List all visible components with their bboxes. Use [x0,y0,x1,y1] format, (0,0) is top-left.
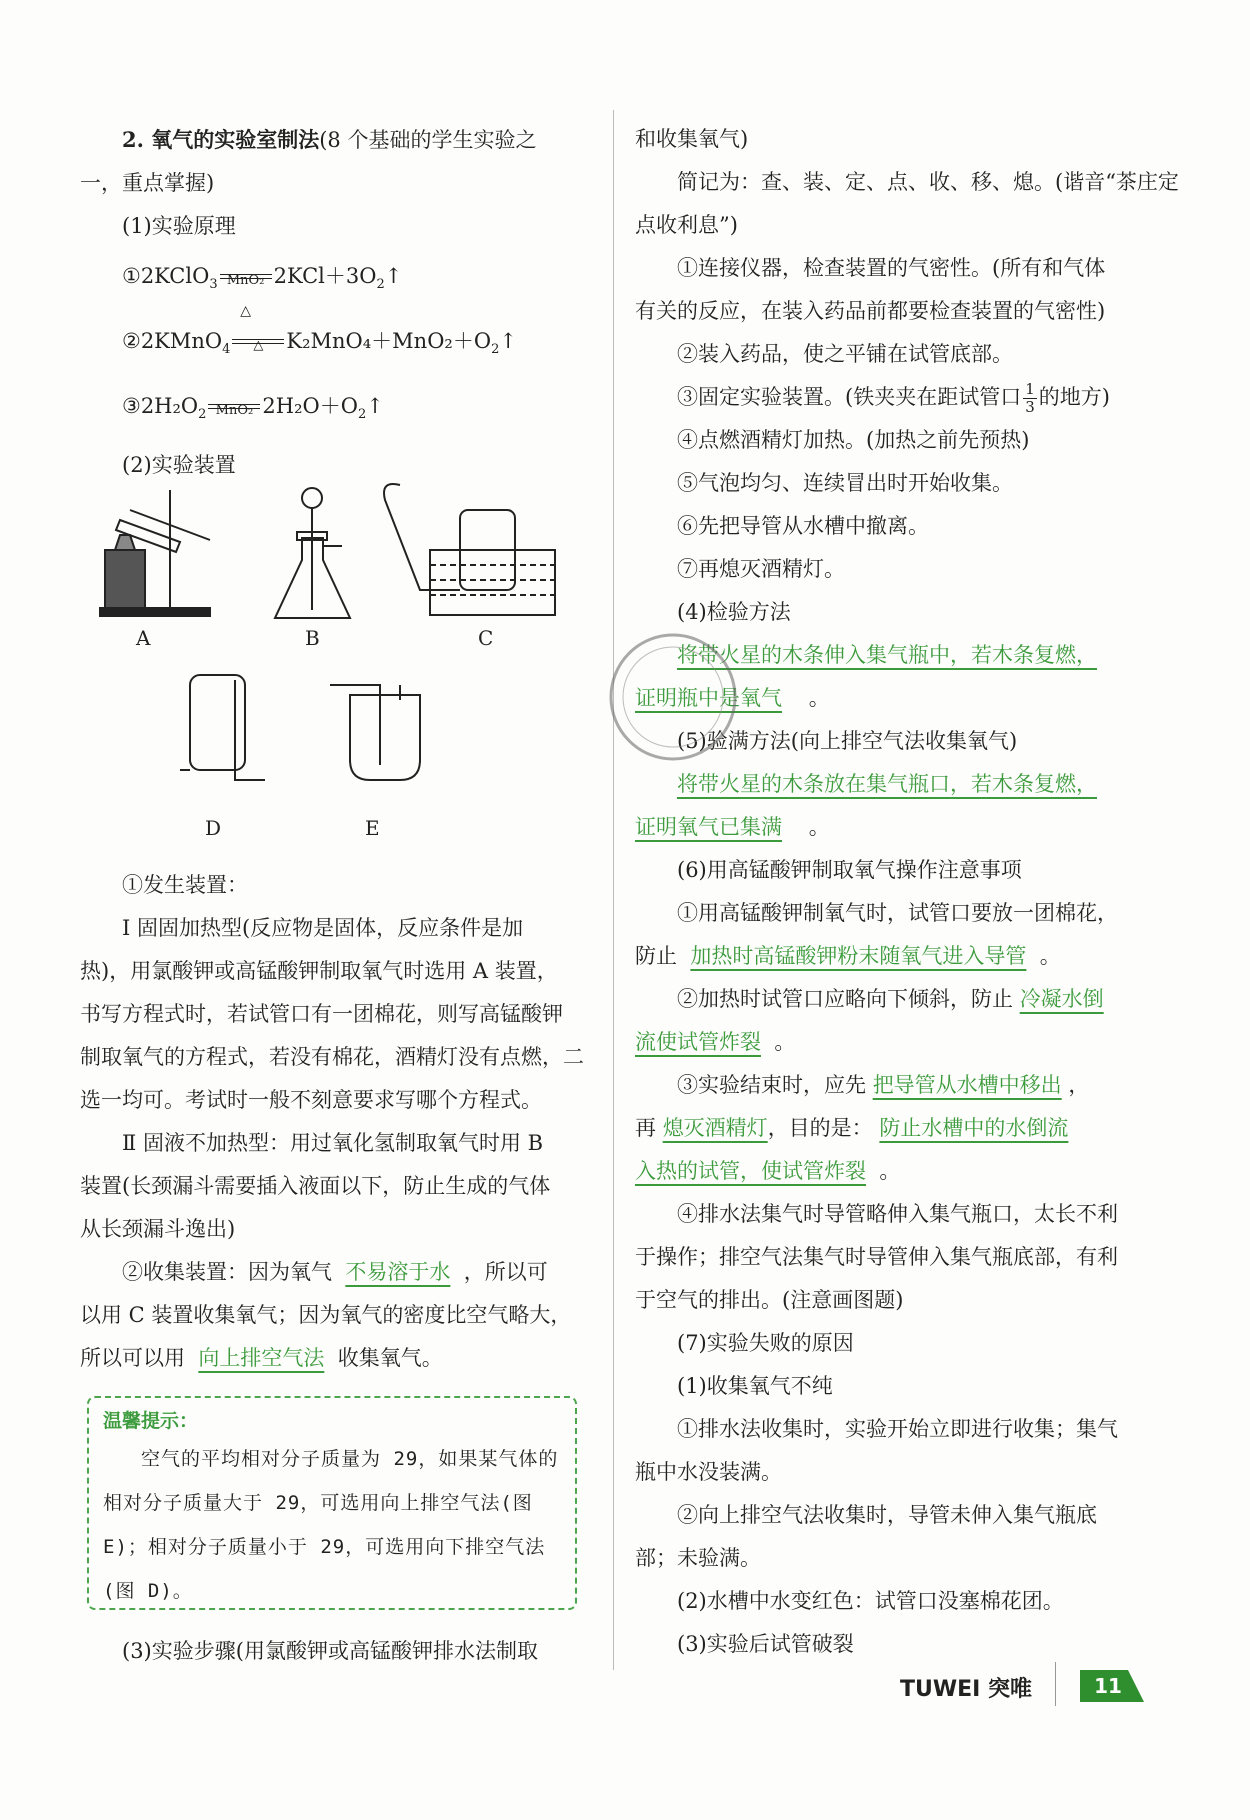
answer-blank: 不易溶于水 [345,1260,451,1284]
subheading-full: (5)验满方法(向上排空气法收集氧气) [677,729,1018,753]
footer-divider [1055,1662,1056,1706]
note-3: ③实验结束时，应先 把导管从水槽中移出 ， [677,1073,1090,1097]
right-column [635,118,1179,1666]
step-4: ④点燃酒精灯加热。(加热之前先预热) [677,428,1030,452]
subheading-steps: (3)实验步骤(用氯酸钾或高锰酸钾排水法制取 [122,1639,538,1663]
text-line: 书写方程式时，若试管口有一团棉花，则写高锰酸钾 [80,1002,563,1026]
failure-1b: ②向上排空气法收集时，导管未伸入集气瓶底 [677,1503,1097,1527]
text-line: 点收利息”) [635,213,738,237]
equation-3: $③2H_2O_2$ MnO₂ $2H_2O+O_2↑$ [122,394,384,423]
note-4-cont: 于操作；排空气法集气时导管伸入集气瓶底部，有利 [635,1245,1118,1269]
text-line: 制取氧气的方程式，若没有棉花，酒精灯没有点燃，二 [80,1045,584,1069]
step-1: ①连接仪器，检查装置的气密性。(所有和气体 [677,256,1106,280]
failure-2: (2)水槽中水变红色：试管口没塞棉花团。 [677,1589,1064,1613]
generator-heading: ①发生装置： [122,873,248,897]
text-line: 从长颈漏斗逸出) [80,1217,236,1241]
text-line: 和收集氧气) [635,127,749,151]
failure-3: (3)实验后试管破裂 [677,1632,854,1656]
heading-cont: 一，重点掌握) [80,171,215,195]
equation-2: ②2KMnO$_4$ △ $K_2MnO_4+MnO_2+O_2↑$ [122,329,517,358]
tip-body: 空气的平均相对分子质量为 29，如果某气体的相对分子质量大于 29，可选用向上排空气法(图 E)；相对分子质量小于 29，可选用向下排空气法(图 D)。 [103,1448,559,1602]
note-3-cont: 再 熄灭酒精灯，目的是： 防止水槽中的水倒流 [635,1116,1069,1140]
label-d: D [205,816,222,840]
label-a: A [136,626,151,650]
full-answer-1: 将带火星的木条放在集气瓶口，若木条复燃， [677,772,1097,796]
note-1-cont: 防止 加热时高锰酸钾粉末随氧气进入导管 。 [635,944,1061,968]
subheading-notes: (6)用高锰酸钾制取氧气操作注意事项 [677,858,1022,882]
text-line: Ⅱ 固液不加热型：用过氧化氢制取氧气时用 B [122,1131,544,1155]
failure-1: (1)收集氧气不纯 [677,1374,833,1398]
note-4: ④排水法集气时导管略伸入集气瓶口，太长不利 [677,1202,1118,1226]
step-2: ②装入药品，使之平铺在试管底部。 [677,342,1013,366]
collect-line-1: ②收集装置：因为氧气 不易溶于水 ，所以可 [122,1260,548,1284]
answer-blank: 向上排空气法 [198,1346,325,1370]
subheading-test: (4)检验方法 [677,600,791,624]
label-c: C [478,626,494,650]
column-divider [613,110,614,1670]
note-2: ②加热时试管口应略向下倾斜，防止 冷凝水倒 [677,987,1104,1011]
tip-box [87,1396,577,1610]
subheading-principle: (1)实验原理 [122,214,236,238]
label-b: B [305,626,320,650]
left-column-lower [80,864,590,1380]
note-1: ①用高锰酸钾制氧气时，试管口要放一团棉花， [677,901,1118,925]
step-1-cont: 有关的反应，在装入药品前都要检查装置的气密性) [635,299,1106,323]
failure-1a: ①排水法收集时，实验开始立即进行收集；集气 [677,1417,1118,1441]
apparatus-e [330,685,420,780]
note-2-cont: 流使试管炸裂 。 [635,1030,796,1054]
collect-line-2: 以用 C 装置收集氧气；因为氧气的密度比空气略大， [80,1303,572,1327]
collect-line-3: 所以可以用 向上排空气法 收集氧气。 [80,1346,443,1370]
text-line: 简记为：查、装、定、点、收、移、熄。(谐音“茶庄定 [677,170,1179,194]
step-7: ⑦再熄灭酒精灯。 [677,557,845,581]
note-3-cont2: 入热的试管，使试管炸裂 。 [635,1159,901,1183]
label-e: E [365,816,380,840]
homework-stamp [598,622,748,772]
subheading-failure: (7)实验失败的原因 [677,1331,854,1355]
section-heading: 2. 氧气的实验室制法(8 个基础的学生实验之 [122,127,537,152]
page-number: 11 [1094,1674,1122,1698]
brand-logo: TUWEI 突唯 [900,1677,1033,1702]
apparatus-figures [80,480,600,860]
test-answer-1: 将带火星的木条伸入集气瓶中，若木条复燃， [677,643,1097,667]
failure-1a-cont: 瓶中水没装满。 [635,1460,782,1484]
apparatus-a [100,490,210,616]
apparatus-b [275,488,350,618]
step-5: ⑤气泡均匀、连续冒出时开始收集。 [677,471,1013,495]
apparatus-d [180,675,265,780]
page-number-tag [1080,1670,1144,1702]
failure-1b-cont: 部；未验满。 [635,1546,761,1570]
equation-1: ①2KClO$_3$ MnO₂ △ $2KCl+3O_2↑$ [122,264,403,319]
text-line: 热)，用氯酸钾或高锰酸钾制取氧气时选用 A 装置， [80,959,558,983]
apparatus-c [384,484,555,615]
subheading-apparatus: (2)实验装置 [122,452,236,477]
text-line: Ⅰ 固固加热型(反应物是固体，反应条件是加 [122,916,524,940]
step-3: ③固定实验装置。(铁夹夹在距试管口 $\frac{1}{3}$ 的地方) [677,380,1110,416]
test-answer-2: 证明瓶中是氧气 。 [635,686,830,710]
text-line: 装置(长颈漏斗需要插入液面以下，防止生成的气体 [80,1174,551,1198]
tip-title: 温馨提示： [103,1410,199,1432]
note-4-cont2: 于空气的排出。(注意画图题) [635,1288,904,1312]
step-6: ⑥先把导管从水槽中撤离。 [677,514,929,538]
full-answer-2: 证明氧气已集满 。 [635,815,830,839]
left-column [80,118,590,487]
text-line: 选一均可。考试时一般不刻意要求写哪个方程式。 [80,1088,542,1112]
